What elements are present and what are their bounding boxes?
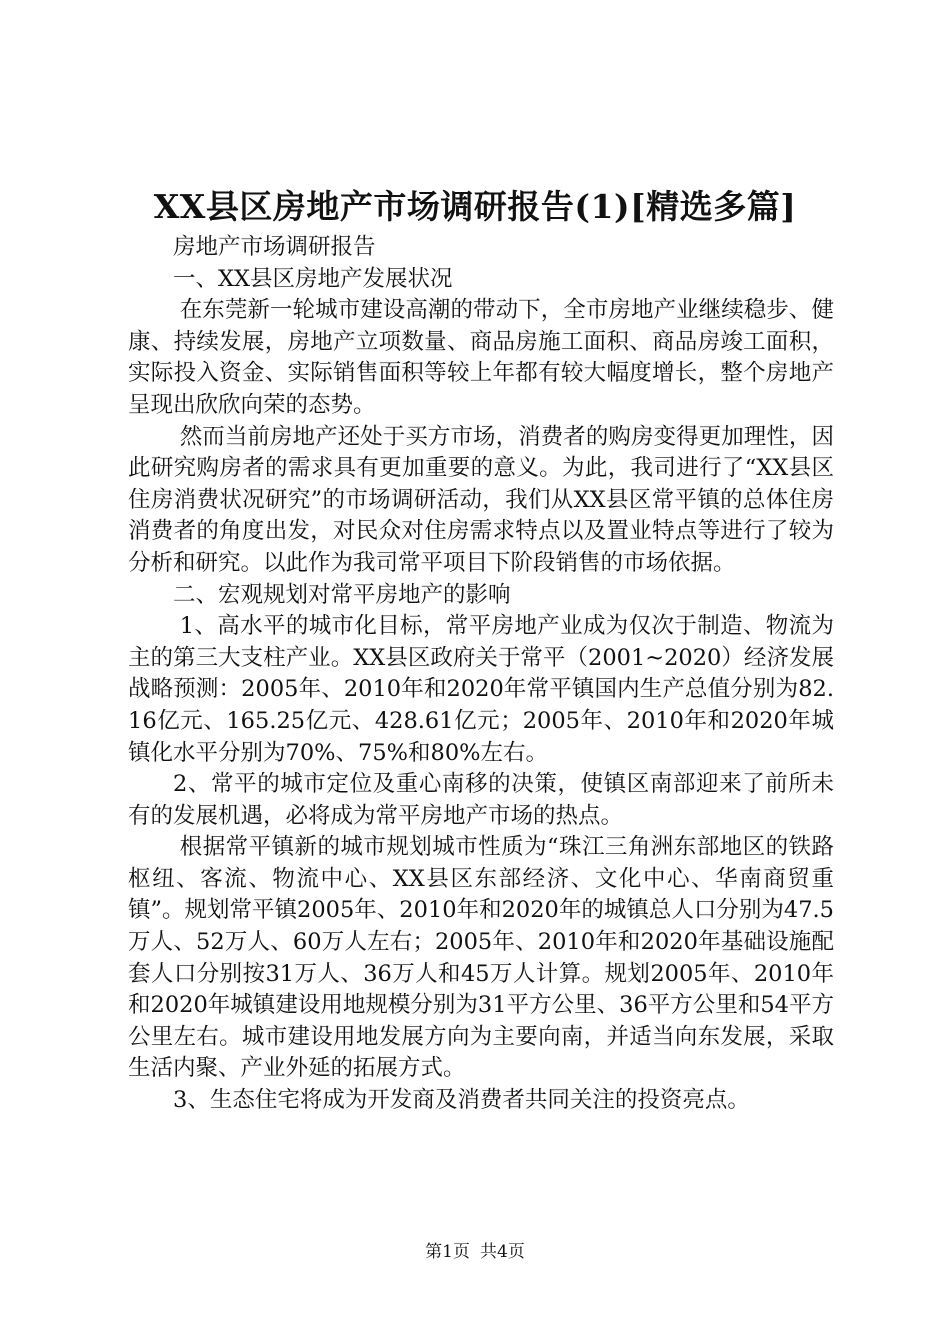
body-paragraph: 2、常平的城市定位及重心南移的决策，使镇区南部迎来了前所未有的发展机遇，必将成为常平房地产市场的热点。 bbox=[128, 771, 834, 829]
page-number: 第1页 bbox=[425, 1242, 470, 1262]
body-paragraph: 根据常平镇新的城市规划城市性质为“珠江三角洲东部地区的铁路枢纽、客流、物流中心、XX县区东部经济、文化中心、华南商贸重镇”。规划常平镇2005年、2010年和2020年的城镇总人口分别为47.5万人、52万人、60万人左右；2005年、2010年和2020年基础设施配套人口分别按31万人、36万人和45万人计算。规划2005年、2010年和2020年城镇建设用地规模分别为31平方公里、36平方公里和54平方公里左右。城市建设用地发展方向为主要向南，并适当向东发展，采取生活内聚、产业外延的拓展方式。 bbox=[128, 834, 834, 1082]
section-heading-2: 二、宏观规划对常平房地产的影响 bbox=[173, 581, 511, 608]
page-footer bbox=[0, 1241, 950, 1263]
section-heading-1: 一、XX县区房地产发展状况 bbox=[173, 265, 453, 292]
section-label: 房地产市场调研报告 bbox=[173, 234, 376, 260]
page-total: 共4页 bbox=[480, 1242, 525, 1262]
body-paragraph: 然而当前房地产还处于买方市场，消费者的购房变得更加理性，因此研究购房者的需求具有更加重要的意义。为此，我司进行了“XX县区住房消费状况研究”的市场调研活动，我们从XX县区常平镇的总体住房消费者的角度出发，对民众对住房需求特点以及置业特点等进行了较为分析和研究。以此作为我司常平项目下阶段销售的市场依据。 bbox=[128, 423, 834, 576]
document-title: XX县区房地产市场调研报告(1)[精选多篇] bbox=[153, 187, 797, 226]
document-body bbox=[128, 232, 834, 1117]
body-paragraph: 在东莞新一轮城市建设高潮的带动下，全市房地产业继续稳步、健康、持续发展，房地产立项数量、商品房施工面积、商品房竣工面积，实际投入资金、实际销售面积等较上年都有较大幅度增长，整个房地产呈现出欣欣向荣的态势。 bbox=[128, 297, 834, 418]
body-paragraph: 1、高水平的城市化目标，常平房地产业成为仅次于制造、物流为主的第三大支柱产业。XX县区政府关于常平（2001~2020）经济发展战略预测：2005年、2010年和2020年常平镇国内生产总值分别为82.16亿元、165.25亿元、428.61亿元；2005年、2010年和2020年城镇化水平分别为70%、75%和80%左右。 bbox=[128, 613, 834, 766]
body-paragraph: 3、生态住宅将成为开发商及消费者共同关注的投资亮点。 bbox=[173, 1087, 750, 1114]
